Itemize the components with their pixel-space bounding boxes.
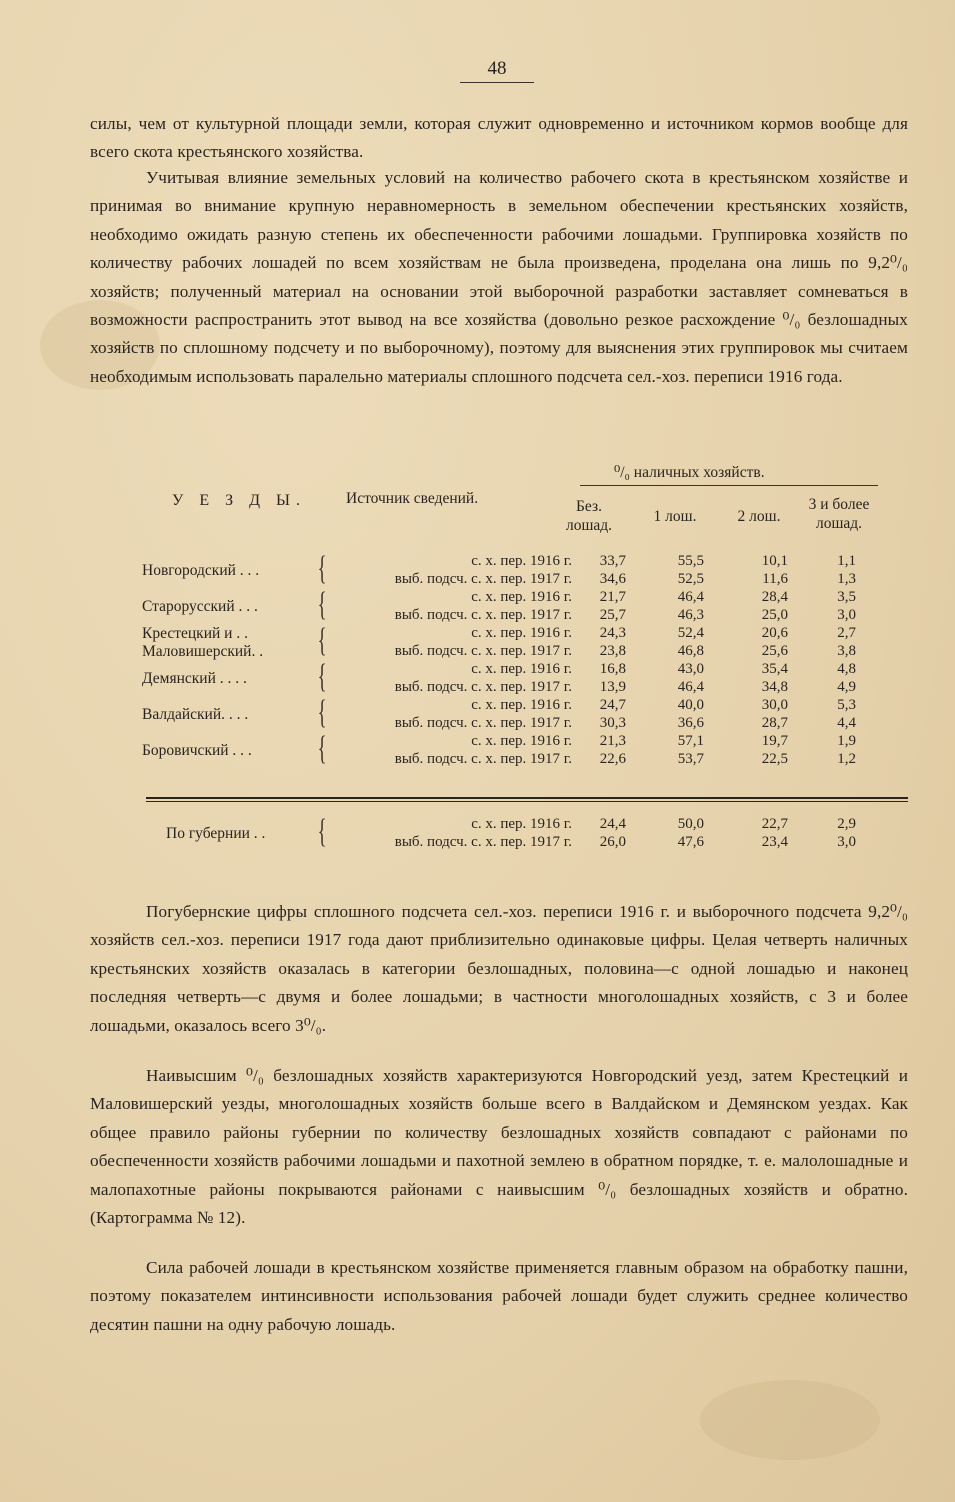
paragraph-1: силы, чем от культурной площади земли, которая служит одновременно и источником кормов вообще для всего скота крестьянского хозяйства. [90, 114, 908, 162]
table-cell: 22,7 [761, 816, 788, 832]
source-label: с. х. пер. 1916 г. [471, 697, 572, 713]
paragraph-3 [90, 898, 908, 1040]
header-source: Источник сведений. [346, 490, 479, 507]
source-label: выб. подсч. с. х. пер. 1917 г. [394, 571, 572, 587]
table-cell: 28,4 [761, 589, 788, 605]
table-cell: 28,7 [761, 715, 788, 731]
district-name: Крестецкий и . . [142, 625, 248, 642]
table-rule [146, 797, 908, 799]
table-cell: 34,6 [599, 571, 626, 587]
col-header-3-horse [794, 495, 884, 533]
table-cell: 3,5 [837, 589, 856, 605]
table-cell: 24,4 [599, 816, 626, 832]
table-cell: 25,0 [761, 607, 788, 623]
brace-icon: { [317, 622, 327, 659]
brace-icon: { [317, 694, 327, 731]
table-cell: 46,8 [677, 643, 704, 659]
source-label: выб. подсч. с. х. пер. 1917 г. [394, 679, 572, 695]
col-header-2-horse: 2 лош. [737, 508, 781, 525]
table-cell: 24,7 [599, 697, 626, 713]
table-cell: 22,6 [599, 751, 626, 767]
table-cell: 23,8 [599, 643, 626, 659]
table-cell: 35,4 [761, 661, 788, 677]
table-cell: 34,8 [761, 679, 788, 695]
table-cell: 40,0 [677, 697, 704, 713]
page-number: 48 [460, 58, 534, 83]
table-cell: 5,3 [837, 697, 856, 713]
col-header-line: 3 и более [808, 496, 870, 513]
source-label: с. х. пер. 1916 г. [471, 625, 572, 641]
table-cell: 50,0 [677, 816, 704, 832]
table-cell: 20,6 [761, 625, 788, 641]
col-header-line: Без. [576, 498, 602, 515]
table-cell: 2,7 [837, 625, 856, 641]
table-cell: 36,6 [677, 715, 704, 731]
table-cell: 46,3 [677, 607, 704, 623]
header-percent: ⁰/₀ наличных хозяйств. [614, 464, 765, 481]
paragraph-2-text: Учитывая влияние земельных условий на количество рабочего скота в крестьянском хозяйстве и принимая во внимание крупную неравномерность в земельном обеспечении крестьянских хозяйств, необходимо ожидать разную степень их обеспеченности рабочими лошадьми. Группировка хозяйств по количеству рабочих лошадей по всем хозяйствам не была произведена, проделана она лишь по 9,2⁰/₀ хозяйств; полученный материал на основании этой выборочной разработки заставляет сомневаться в возможности распространить этот вывод на все хозяйства (довольно резкое расхождение ⁰/₀ безлошадных хозяйств по сплошному подсчету и по выборочному), поэтому для выяснения этих группировок мы считаем необходимым использовать паралельно материалы сплошного подсчета сел.-хоз. перепиcи 1916 года. [90, 168, 908, 386]
table-cell: 52,5 [677, 571, 704, 587]
source-label: с. х. пер. 1916 г. [471, 589, 572, 605]
table-cell: 16,8 [599, 661, 626, 677]
source-label: выб. подсч. с. х. пер. 1917 г. [394, 643, 572, 659]
table-cell: 21,3 [599, 733, 626, 749]
table-cell: 1,1 [837, 553, 856, 569]
source-label: выб. подсч. с. х. пер. 1917 г. [394, 715, 572, 731]
table-cell: 46,4 [677, 589, 704, 605]
table-cell: 23,4 [761, 834, 788, 850]
col-header-line: лошад. [565, 517, 613, 534]
table-cell: 1,2 [837, 751, 856, 767]
table-cell: 13,9 [599, 679, 626, 695]
table-cell: 4,9 [837, 679, 856, 695]
table-cell: 30,0 [761, 697, 788, 713]
district-name: Боровичский . . . [142, 742, 252, 759]
table-cell: 25,6 [761, 643, 788, 659]
table-cell: 26,0 [599, 834, 626, 850]
district-name: Новгородский . . . [142, 562, 260, 579]
source-label: выб. подсч. с. х. пер. 1917 г. [394, 834, 572, 850]
brace-icon: { [317, 730, 327, 767]
col-header-1-horse: 1 лош. [653, 508, 697, 525]
table-cell: 25,7 [599, 607, 626, 623]
table-cell: 30,3 [599, 715, 626, 731]
table-cell: 4,8 [837, 661, 856, 677]
table-cell: 46,4 [677, 679, 704, 695]
table-cell: 19,7 [761, 733, 788, 749]
table-cell: 10,1 [761, 553, 788, 569]
source-label: выб. подсч. с. х. пер. 1917 г. [394, 607, 572, 623]
paragraph-5 [90, 1254, 908, 1339]
district-name: Маловишерский. . [142, 643, 264, 660]
col-header-line: лошад. [815, 515, 863, 532]
table-cell: 43,0 [677, 661, 704, 677]
header-uezdy: У Е З Д Ы. [172, 492, 306, 509]
source-label: с. х. пер. 1916 г. [471, 661, 572, 677]
brace-icon: { [317, 813, 327, 850]
paragraph-3-text: Погубернские цифры сплошного подсчета сел.-хоз. переписи 1916 г. и выборочного подсчета 9,2⁰/₀ хозяйств сел.-хоз. переписи 1917 года дают приблизительно одинаковые цифры. Целая четверть наличных крестьянских хозяйств оказалась в категории безлошадных, половина—с одной лошадью и наконец последняя четверть—с двумя и более лошадьми; в частности многолошадных хозяйств, с 3 и более лошадьми, оказалось всего 3⁰/₀. [90, 902, 908, 1035]
brace-icon: { [317, 550, 327, 587]
header-divider [580, 485, 878, 486]
table-cell: 2,9 [837, 816, 856, 832]
source-label: с. х. пер. 1916 г. [471, 553, 572, 569]
table-cell: 3,0 [837, 834, 856, 850]
paragraph-5-text: Сила рабочей лошади в крестьянском хозяйстве применяется главным образом на обработку пашни, поэтому показателем интинсивности использования рабочей лошади будет служить среднее количество десятин пашни на одну рабочую лошадь. [90, 1258, 908, 1334]
table-cell: 11,6 [762, 571, 788, 587]
table-cell: 3,0 [837, 607, 856, 623]
paper-stain [700, 1380, 880, 1460]
source-label: с. х. пер. 1916 г. [471, 733, 572, 749]
district-name: Валдайский. . . . [142, 706, 249, 723]
table-cell: 55,5 [677, 553, 704, 569]
table-cell: 52,4 [677, 625, 704, 641]
table-cell: 33,7 [599, 553, 626, 569]
district-name: По губернии . . [166, 825, 266, 842]
table-cell: 1,3 [837, 571, 856, 587]
district-name: Старорусский . . . [142, 598, 258, 615]
col-header-no-horse [556, 497, 622, 535]
table-cell: 53,7 [677, 751, 704, 767]
table-cell: 3,8 [837, 643, 856, 659]
brace-icon: { [317, 586, 327, 623]
paragraph-4-text: Наивысшим ⁰/₀ безлошадных хозяйств характеризуются Новгородский уезд, затем Крестецкий и Маловишерский уезды, многолошадных хозяйств больше всего в Валдайском и Демянском уездах. Как общее правило районы губернии по количеству безлошадных хозяйств совпадают с районами по обеспеченности хозяйств рабочими лошадьми и пахотной землею в обратном порядке, т. е. малолошадные и малопахотные районы покрываются районами с наивысшим ⁰/₀ безлошадных хозяйств и обратно. (Картограмма № 12). [90, 1066, 908, 1228]
table-cell: 47,6 [677, 834, 704, 850]
table-cell: 57,1 [677, 733, 704, 749]
table-cell: 21,7 [599, 589, 626, 605]
district-name: Демянский . . . . [142, 670, 247, 687]
table-cell: 4,4 [837, 715, 856, 731]
brace-icon: { [317, 658, 327, 695]
source-label: выб. подсч. с. х. пер. 1917 г. [394, 751, 572, 767]
table-cell: 22,5 [761, 751, 788, 767]
table-rule [146, 801, 908, 802]
table-cell: 24,3 [599, 625, 626, 641]
paragraph-4 [90, 1062, 908, 1232]
source-label: с. х. пер. 1916 г. [471, 816, 572, 832]
table-cell: 1,9 [837, 733, 856, 749]
